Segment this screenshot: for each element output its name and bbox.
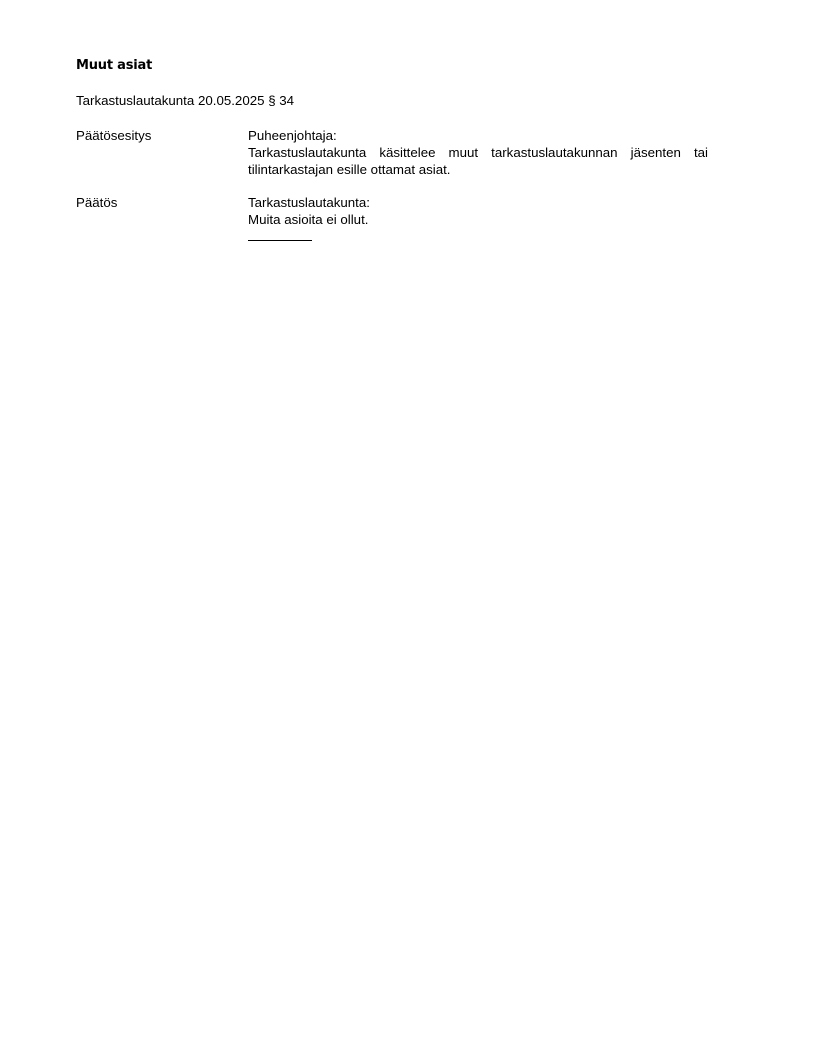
proposal-body — [248, 127, 708, 178]
proposal-text: Tarkastuslautakunta käsittelee muut tarkastuslautakunnan jäsenten tai tilintarkastajan esille ottamat asiat. — [248, 145, 708, 177]
decision-body — [248, 194, 708, 228]
proposal-presenter: Puheenjohtaja: — [248, 128, 337, 143]
item-title: Muut asiat — [76, 58, 153, 73]
proposal-section — [76, 127, 736, 177]
proposal-label: Päätösesitys — [76, 128, 152, 143]
decision-label: Päätös — [76, 195, 118, 210]
end-rule — [248, 240, 312, 241]
decision-section — [76, 194, 736, 230]
meeting-reference: Tarkastuslautakunta 20.05.2025 § 34 — [76, 93, 295, 108]
decision-body-name: Tarkastuslautakunta: — [248, 195, 370, 210]
decision-text: Muita asioita ei ollut. — [248, 212, 369, 227]
